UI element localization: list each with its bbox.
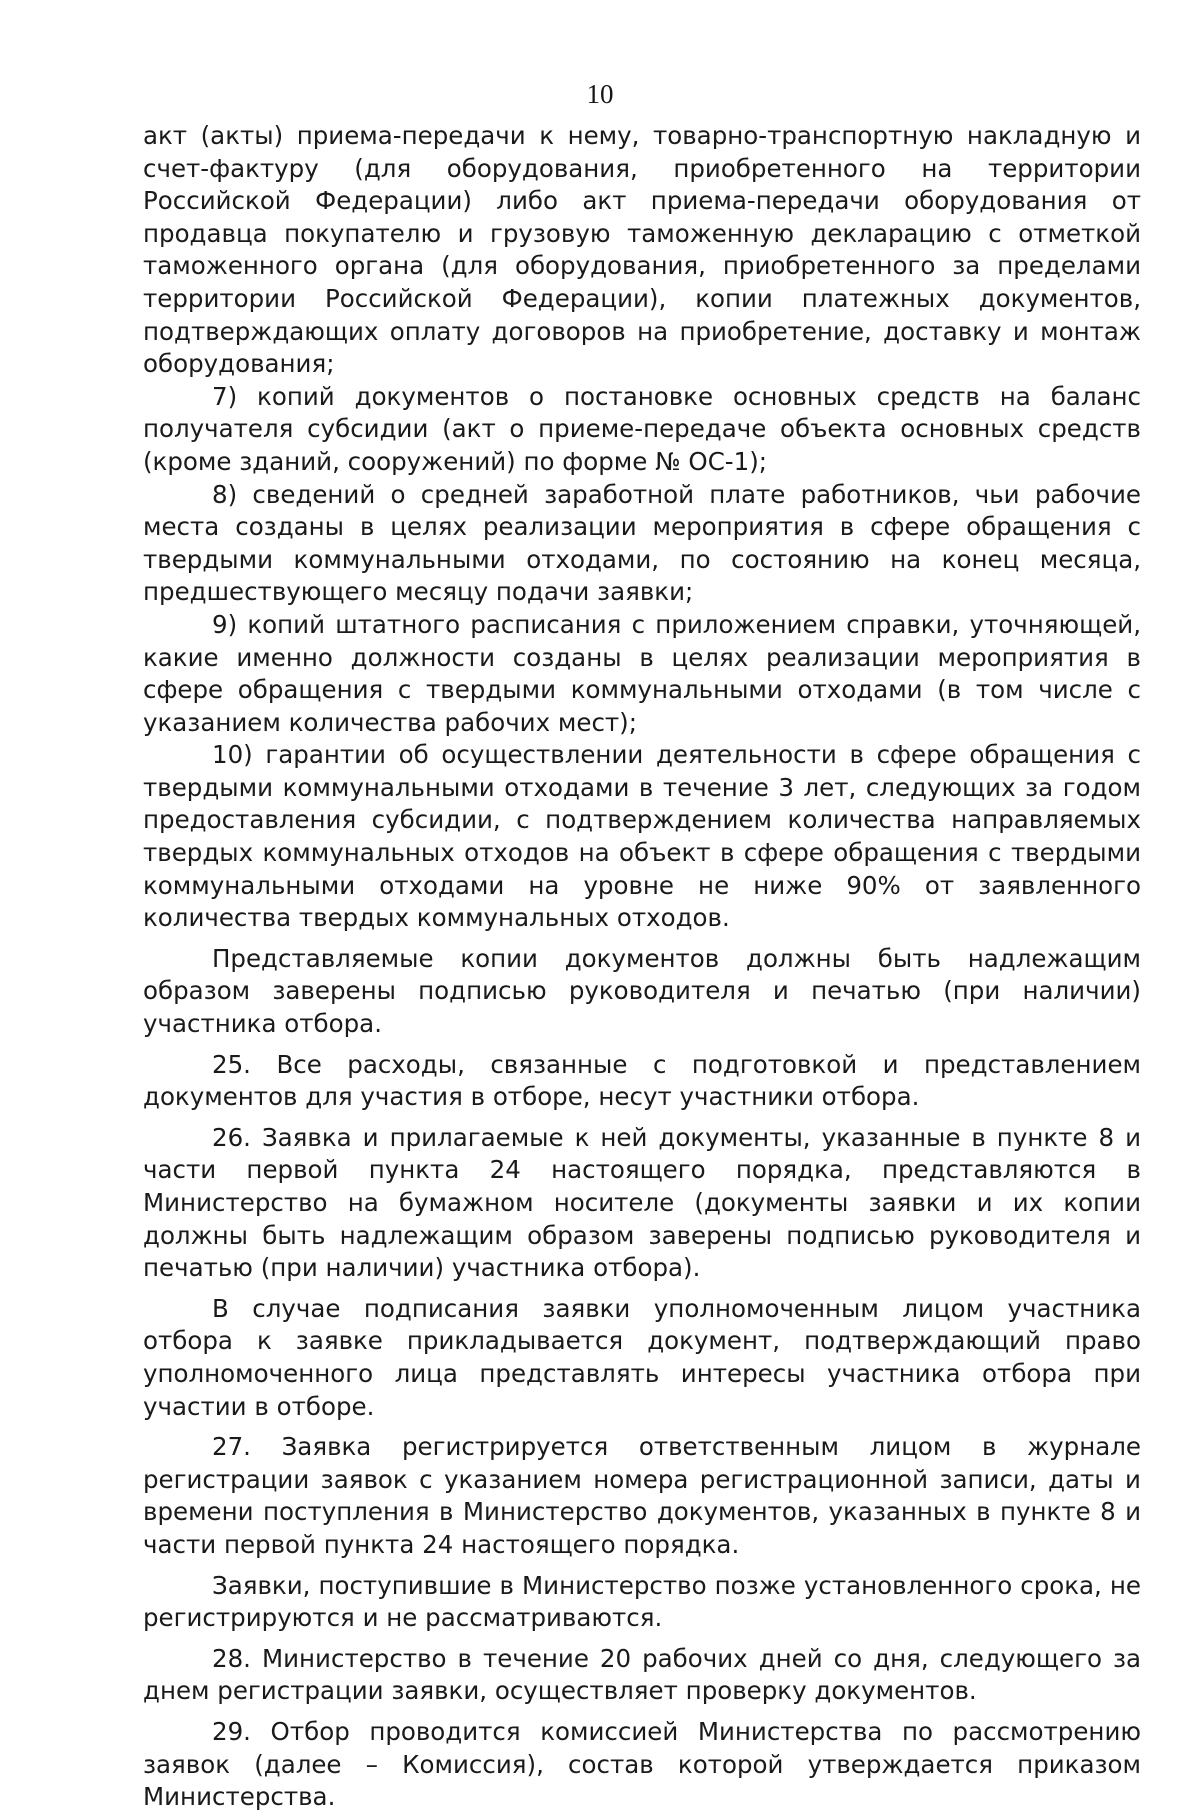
paragraph-item-9: 9) копий штатного расписания с приложением справки, уточняющей, какие именно должности созданы в целях реализации мероприятия в сфере обращения с твердыми коммунальными отходами (в том числе с указанием количества рабочих мест); [143,609,1141,737]
paragraph-authorized-person: В случае подписания заявки уполномоченным лицом участника отбора к заявке прикладывается документ, подтверждающий право уполномоченного лица представлять интересы участника отбора при участии в отборе. [143,1293,1141,1421]
paragraph-clause-29: 29. Отбор проводится комиссией Министерства по рассмотрению заявок (далее – Комиссия), состав которой утверждается приказом Министерства. [143,1716,1141,1812]
paragraph-clause-27: 27. Заявка регистрируется ответственным лицом в журнале регистрации заявок с указанием номера регистрационной записи, даты и времени поступления в Министерство документов, указанных в пункте 8 и части первой пункта 24 настоящего порядка. [143,1432,1141,1559]
paragraph-item-8: 8) сведений о средней заработной плате работников, чьи рабочие места созданы в целях реализации мероприятия в сфере обращения с твердыми коммунальными отходами, по состоянию на конец месяца, предшествующего месяцу подачи заявки; [143,479,1141,607]
paragraph-clause-25: 25. Все расходы, связанные с подготовкой и представлением документов для участия в отборе, несут участники отбора. [143,1049,1141,1112]
paragraph-clause-28: 28. Министерство в течение 20 рабочих дней со дня, следующего за днем регистрации заявки, осуществляет проверку документов. [143,1643,1141,1706]
paragraph-late-applications: Заявки, поступившие в Министерство позже установленного срока, не регистрируются и не рассматриваются. [143,1570,1141,1633]
paragraph-item-10: 10) гарантии об осуществлении деятельности в сфере обращения с твердыми коммунальными отходами в течение 3 лет, следующих за годом предоставления субсидии, с подтверждением количества направляемых твердых коммунальных отходов на объект в сфере обращения с твердыми коммунальными отходами на уровне не ниже 90% от заявленного количества твердых коммунальных отходов. [143,740,1141,933]
paragraph-clause-26: 26. Заявка и прилагаемые к ней документы, указанные в пункте 8 и части первой пункта 24 настоящего порядка, представляются в Министерство на бумажном носителе (документы заявки и их копии должны быть надлежащим образом заверены подписью руководителя и печатью (при наличии) участника отбора). [143,1122,1141,1283]
document-body [143,120,1141,1814]
paragraph-copies-certification: Представляемые копии документов должны быть надлежащим образом заверены подписью руководителя и печатью (при наличии) участника отбора. [143,943,1141,1039]
paragraph-continuation: акт (акты) приема-передачи к нему, товарно-транспортную накладную и счет-фактуру (для оборудования, приобретенного на территории Российской Федерации) либо акт приема-передачи оборудования от продавца покупателю и грузовую таможенную декларацию с отметкой таможенного органа (для оборудования, приобретенного за пределами территории Российской Федерации), копии платежных документов, подтверждающих оплату договоров на приобретение, доставку и монтаж оборудования; [143,121,1141,379]
paragraph-item-7: 7) копий документов о постановке основных средств на баланс получателя субсидии (акт о приеме-передаче объекта основных средств (кроме зданий, сооружений) по форме № ОС-1); [143,381,1141,476]
page-number: 10 [586,79,614,109]
